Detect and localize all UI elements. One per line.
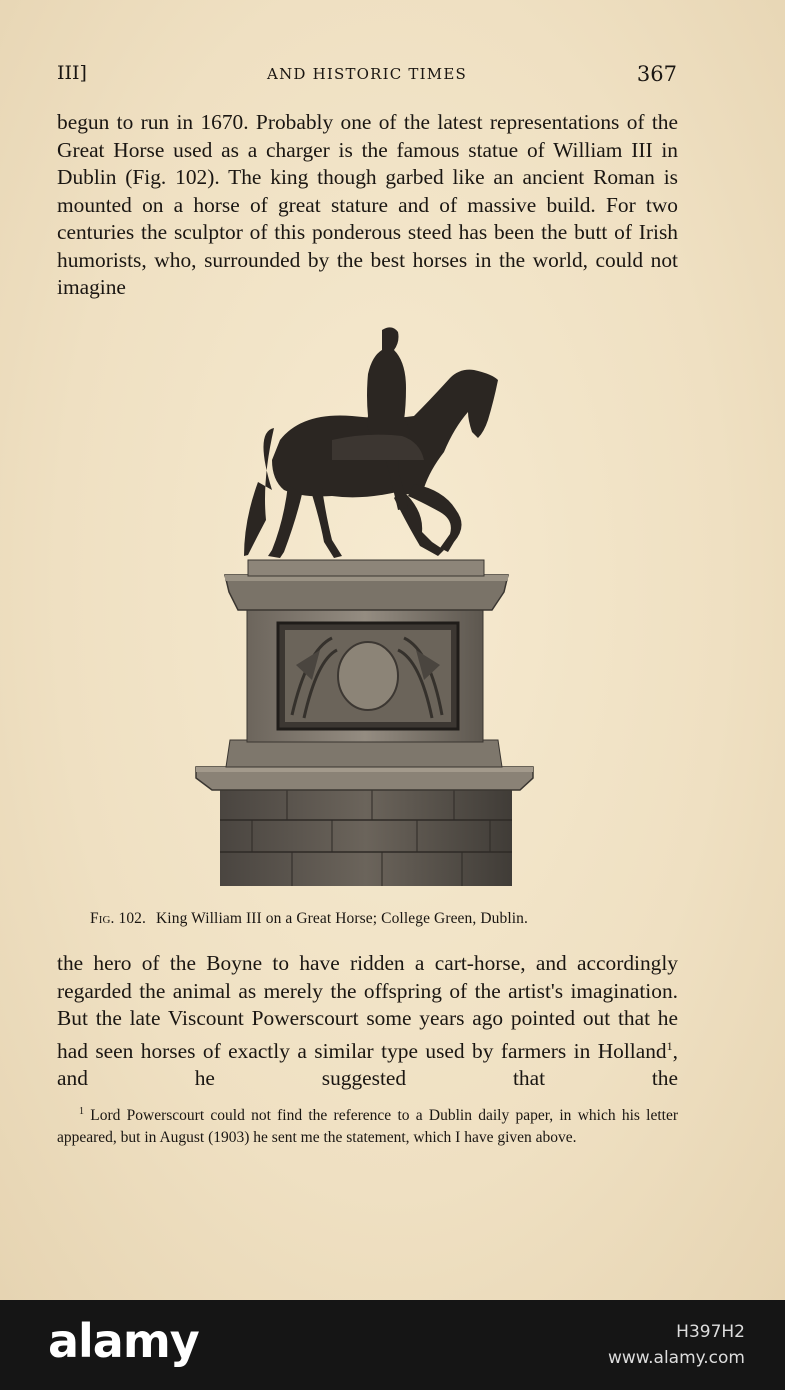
- stock-watermark-bar: [0, 1300, 785, 1390]
- horse-and-rider: [244, 327, 498, 558]
- image-id: H397H2: [676, 1322, 745, 1342]
- paragraph-bottom-main: the hero of the Boyne to have ridden a cart-horse, and accordingly regarded the animal as merely the offspring of the artist's imagination. But the late Viscount Powerscourt some years ago pointed out that he had seen horses of exactly a similar type used by farmers in Holland: [57, 951, 678, 1063]
- equestrian-statue-image: [192, 320, 537, 888]
- paragraph-top-text: begun to run in 1670. Probably one of the latest representations of the Great Horse used as a charger is the famous statue of William III in Dublin (Fig. 102). The king though garbed like an ancient Roman is mounted on a horse of great stature and of massive build. For two centuries the sculptor of this ponderous steed has been the butt of Irish humorists, who, surrounded by the best horses in the world, could not imagine: [57, 110, 678, 299]
- footnote-text: Lord Powerscourt could not find the reference to a Dublin daily paper, in which his letter appeared, but in August (1903) he sent me the statement, which I have given above.: [57, 1107, 679, 1147]
- paragraph-bottom-text: [57, 950, 678, 1093]
- running-head: [57, 62, 677, 90]
- footnote-reference: 1: [666, 1038, 673, 1053]
- figure-caption-text: King William III on a Great Horse; College Green, Dublin.: [156, 910, 528, 927]
- alamy-logo: alamy: [48, 1314, 199, 1368]
- running-title: AND HISTORIC TIMES: [267, 65, 467, 83]
- statue-base: [196, 767, 533, 886]
- chapter-number: III]: [57, 62, 87, 84]
- site-url: www.alamy.com: [607, 1348, 745, 1368]
- statue-pedestal: [225, 560, 508, 767]
- page-number: 367: [636, 62, 677, 86]
- footnote-paragraph: [57, 1101, 678, 1149]
- body-paragraph-top: [57, 109, 678, 302]
- figure-caption: [90, 910, 690, 928]
- statue-illustration: [192, 320, 537, 888]
- footnote: [57, 1101, 678, 1149]
- paragraph-bottom-end: , and he suggested that the: [57, 1038, 678, 1091]
- footnote-marker: 1: [79, 1106, 84, 1117]
- body-paragraph-bottom: [57, 950, 678, 1093]
- figure-number: Fig. 102.: [90, 910, 147, 927]
